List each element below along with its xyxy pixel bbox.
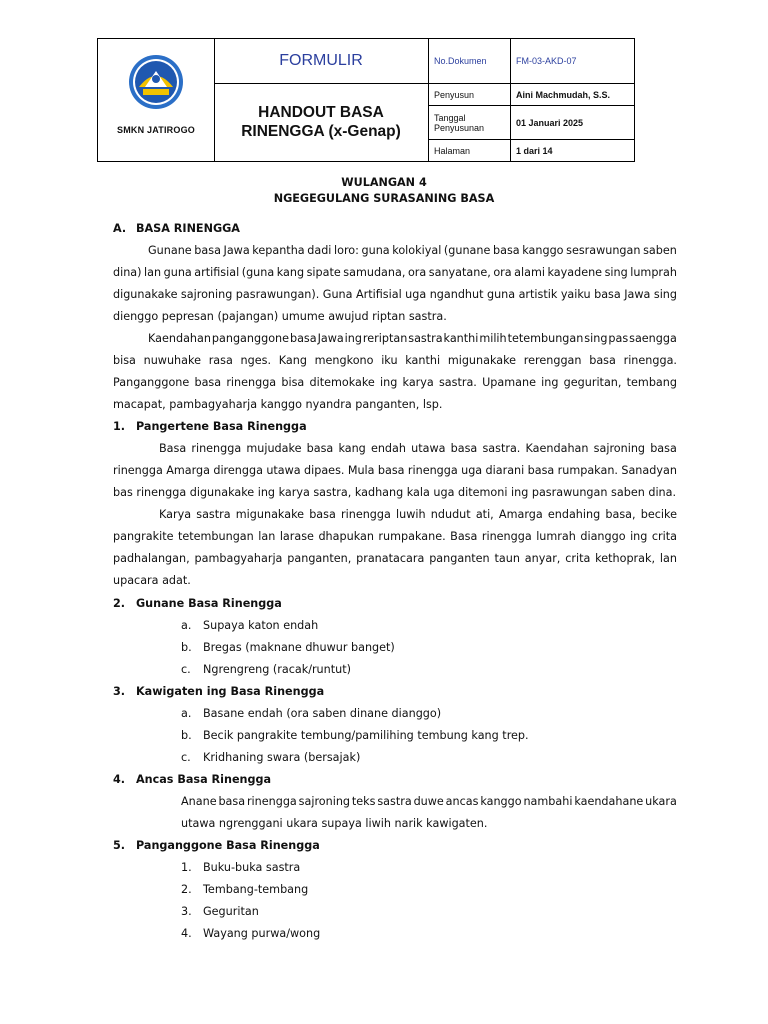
word: ora [407,266,427,279]
word: sing [604,266,628,279]
word: kang [338,442,366,455]
word: alami [514,266,545,279]
word: becike [640,508,677,521]
word: tetembungan [507,332,584,345]
word: milih [479,332,507,345]
section-1-number: 1. [113,420,126,433]
school-logo-icon [125,53,187,111]
word: diarani [485,464,525,477]
word: ndudut [430,508,471,521]
word: sipate [306,266,341,279]
word: basa [194,376,222,389]
date-value: 01 Januari 2025 [516,117,584,128]
word: reriptan [362,332,408,345]
word: kang [276,266,305,279]
word: panganggone [211,332,290,345]
word: bisa [113,354,136,367]
word: sing [584,332,608,345]
section-2-number: 2. [113,597,126,610]
word: rinengga [113,464,163,477]
word: Jawa [624,288,651,301]
word: ditemokake [309,376,375,389]
list-item: Ngrengreng (racak/runtut) [203,663,351,676]
list-item-marker: b. [181,729,192,742]
word: lan [258,530,276,543]
word: loro: [334,244,359,257]
word: ora [493,266,512,279]
word: sastra [408,332,443,345]
section-a-p2-line [113,372,677,394]
section-1-heading: Pangertene Basa Rinengga [136,420,307,433]
word: basa [194,244,221,257]
word: guna [361,244,390,257]
word: kayadene [547,266,603,279]
word: Karya [159,508,192,521]
word: ati, [475,508,494,521]
list-item: Becik pangrakite tembung/pamilihing tembung kang trep. [203,729,529,742]
word: kaendahane [574,795,644,808]
word: pasrawungan). [235,288,320,301]
word: basa [650,442,677,455]
document-title-line1: HANDOUT BASA [258,104,384,121]
word: iku [381,354,398,367]
word: rasa [208,354,233,367]
lesson-title: WULANGAN 4 [341,176,427,189]
list-item-marker: 4. [181,927,192,940]
word: kepantha [252,244,305,257]
section-a-p1-line [113,284,677,306]
word: utawa [411,442,446,455]
doc-number-value: FM-03-AKD-07 [516,56,577,66]
list-item-marker: 2. [181,883,192,896]
author-value: Aini Machmudah, S.S. [516,89,611,100]
list-item: Geguritan [203,905,259,918]
word: mujudake [246,442,302,455]
word: Jawa [317,332,344,345]
word: ing [380,376,398,389]
word: tembang [626,376,677,389]
word: kanthi [443,332,479,345]
word: crita [651,530,677,543]
word: basa [377,464,405,477]
word: basa [309,508,336,521]
word: teks [351,795,376,808]
word: Panganggone [113,376,190,389]
document-title-line2: RINENGGA (x-Genap) [241,123,401,140]
word: Basa [159,442,187,455]
section-3-heading: Kawigaten ing Basa Rinengga [136,685,325,698]
word: lumrah [536,530,576,543]
date-label [429,106,510,139]
word: basa [589,354,616,367]
list-item: Supaya katon endah [203,619,319,632]
word: tetembungan [177,530,254,543]
section-1-p2-line [113,526,677,548]
word: Artifisial [355,288,402,301]
word: sing [653,288,677,301]
word: geguritan, [563,376,622,389]
word: sastra [196,508,231,521]
word: Kaendahan [148,332,211,345]
form-label: FORMULIR [279,52,363,69]
word: rinengga [481,530,532,543]
list-item: Wayang purwa/wong [203,927,321,940]
word: nuwuhake [143,354,201,367]
list-item-marker: a. [181,619,192,632]
section-3-number: 3. [113,685,126,698]
word: rinengga [226,376,277,389]
word: ngandhut [429,288,484,301]
list-item: Basane endah (ora saben dinane dianggo) [203,707,442,720]
word: pambagyaharja [194,552,283,565]
word: basa [450,442,478,455]
word: kethoprak, [595,552,656,565]
word: sastra. [482,442,521,455]
word: Kaendahan [525,442,589,455]
word: sastra. [438,376,477,389]
list-item-marker: 1. [181,861,192,874]
word: Basa [450,530,478,543]
word: sajroning [180,288,233,301]
section-a-p1-line: dienggo pepresan (pajangan) umume awujud riptan sastra. [113,310,447,323]
word: migunakake [447,354,517,367]
word: ing [541,376,559,389]
word: lumprah [630,266,677,279]
section-1-p2-line: upacara adat. [113,574,191,587]
word: dhapukan [318,530,374,543]
section-a-p2-line [113,350,677,372]
word: uga [405,288,427,301]
section-1-p2-line [113,548,677,570]
word: lan [659,552,677,565]
logo-cell [98,39,214,161]
section-a-marker: A. [113,222,127,235]
word: rinengga [341,508,391,521]
author-label: Penyusun [434,89,475,100]
word: basa [218,795,246,808]
word: Kang [278,354,307,367]
word: larase [279,530,314,543]
word: pranatacara [356,552,425,565]
word: rinengga [407,464,458,477]
section-1-p1-line: bas rinengga digunakake ing karya sastra, kadhang kala uga ditemoni ing pasrawungan saben dina. [113,486,677,499]
word: pas [608,332,629,345]
section-1-p1-line [159,438,677,460]
word: Amarga [498,508,543,521]
word: panganten, [287,552,352,565]
word: lan [144,266,162,279]
word: dianggo [580,530,626,543]
section-a-p1-line [113,262,677,284]
section-5-heading: Panganggone Basa Rinengga [136,839,320,852]
word: artifisial [194,266,240,279]
section-1-p1-line [113,460,677,482]
word: dipaes. [304,464,345,477]
word: dina) [113,266,142,279]
word: direngga [213,464,263,477]
word: sajroning [593,442,646,455]
word: ing [344,332,362,345]
page-label: Halaman [434,145,471,156]
word: nges. [240,354,272,367]
word: rerenggan [523,354,582,367]
word: basa, [605,508,636,521]
doc-number-label: No.Dokumen [434,56,487,66]
word: sastra [377,795,412,808]
section-1-p2-line [159,504,677,526]
word: kanggo [522,244,564,257]
date-label-line2: Penyusunan [434,122,485,133]
word: kolokiyal [392,244,442,257]
word: kanthi [405,354,441,367]
section-a-heading: BASA RINENGGA [136,222,240,235]
word: Mula [347,464,375,477]
word: ancas [445,795,479,808]
list-item-marker: c. [181,663,191,676]
list-item-marker: a. [181,707,192,720]
word: digunakake [113,288,178,301]
word: rinengga [246,795,297,808]
page-value: 1 dari 14 [516,145,553,156]
word: panganten [429,552,490,565]
section-a-p2-line: macapat, pambagyaharja kanggo nyandra panganten, lsp. [113,398,443,411]
word: basa [527,464,555,477]
word: sajroning [298,795,351,808]
word: endah [370,442,406,455]
section-2-heading: Gunane Basa Rinengga [136,597,282,610]
list-item-marker: c. [181,751,191,764]
word: guna [163,266,192,279]
word: dadi [307,244,332,257]
word: Gunane [148,244,192,257]
section-a-p2-line [148,328,677,350]
word: rinengga [191,442,242,455]
document-title [214,83,428,161]
word: (guna [241,266,275,279]
word: padhalangan, [113,552,190,565]
list-item-marker: 3. [181,905,192,918]
section-4-p-line: utawa ngrenggani ukara supaya liwih narik kawigaten. [181,817,488,830]
section-a-p1-line [148,240,677,262]
word: migunakake [235,508,305,521]
date-label-line1: Tanggal [434,112,466,123]
word: basa [306,442,334,455]
word: Amarga [166,464,210,477]
word: rinengga. [623,354,677,367]
word: Guna [322,288,353,301]
word: basa [594,288,621,301]
word: Anane [181,795,217,808]
lesson-subtitle: NGEGEGULANG SURASANING BASA [273,192,495,205]
word: crita [565,552,591,565]
word: basa [289,332,317,345]
word: Jawa [223,244,250,257]
word: karya [402,376,434,389]
word: Sanadyan [621,464,677,477]
section-4-p-line [181,791,677,813]
word: Upamane [482,376,536,389]
word: yaiku [560,288,591,301]
list-item: Bregas (maknane dhuwur banget) [203,641,395,654]
word: rumpakan. [557,464,618,477]
word: nambahi [523,795,573,808]
word: ing [630,530,648,543]
section-4-heading: Ancas Basa Rinengga [136,773,272,786]
word: sesrawungan [566,244,641,257]
section-5-number: 5. [113,839,126,852]
word: mengkono [314,354,374,367]
word: uga [461,464,483,477]
word: guna [486,288,516,301]
word: saben [643,244,677,257]
word: endahing [547,508,601,521]
word: anyar, [524,552,561,565]
list-item: Tembang-tembang [203,883,309,896]
word: (gunane [443,244,491,257]
list-item: Buku-buka sastra [203,861,301,874]
word: basa [492,244,520,257]
word: sanyatane, [428,266,491,279]
word: samudana, [343,266,406,279]
word: artistik [518,288,558,301]
word: luwih [396,508,426,521]
section-4-number: 4. [113,773,126,786]
word: ukara [645,795,677,808]
word: kanggo [480,795,522,808]
word: taun [494,552,520,565]
word: bisa [281,376,305,389]
school-name: SMKN JATIROGO [117,125,195,135]
document-header-table [97,38,635,162]
list-item-marker: b. [181,641,192,654]
list-item: Kridhaning swara (bersajak) [203,751,361,764]
word: rumpakane. [378,530,446,543]
word: pangrakite [113,530,174,543]
word: saengga [629,332,677,345]
word: duwe [413,795,444,808]
word: utawa [266,464,301,477]
